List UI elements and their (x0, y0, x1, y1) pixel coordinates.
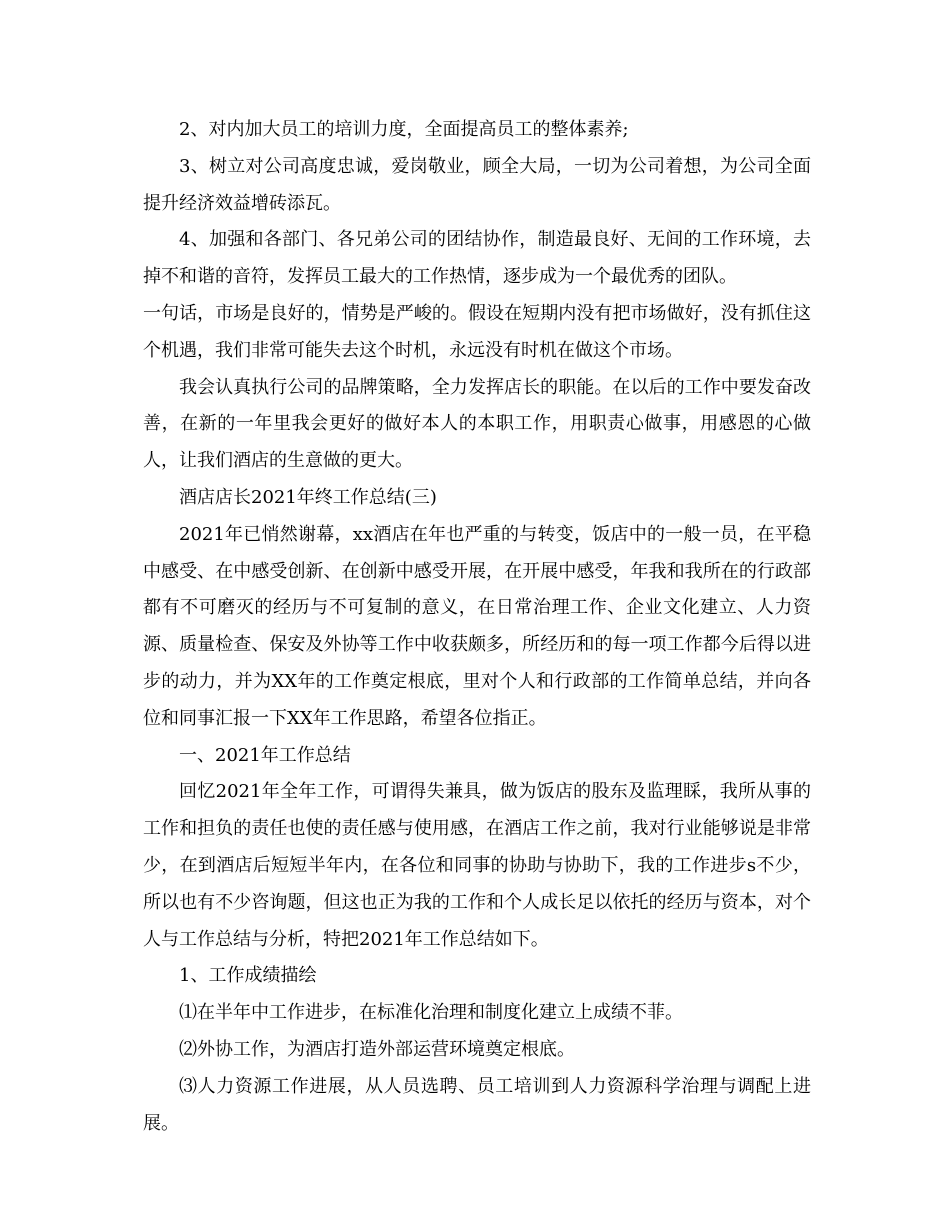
paragraph: 2021年已悄然谢幕，xx酒店在年也严重的与转变，饭店中的一般一员，在平稳中感受、在中感受创新、在创新中感受开展，在开展中感受，年我和我所在的行政部都有不可磨灭的经历与不可复制的意义，在日常治理工作、企业文化建立、人力资源、质量检查、保安及外协等工作中收获颇多，所经历和的每一项工作都今后得以进步的动力，并为XX年的工作奠定根底，里对个人和行政部的工作简单总结，并向各位和同事汇报一下XX年工作思路，希望各位指正。 (143, 523, 811, 729)
paragraph: 回忆2021年全年工作，可谓得失兼具，做为饭店的股东及监理睬，我所从事的工作和担负的责任也使的责任感与使用感，在酒店工作之前，我对行业能够说是非常少，在到酒店后短短半年内，在各位和同事的协助与协助下，我的工作进步s不少，所以也有不少咨询题，但这也正为我的工作和个人成长足以依托的经历与资本，对个人与工作总结与分析，特把2021年工作总结如下。 (143, 781, 811, 950)
paragraph: 一句话，市场是良好的，情势是严峻的。假设在短期内没有把市场做好，没有抓住这个机遇，我们非常可能失去这个时机，永远没有时机在做这个市场。 (143, 302, 811, 361)
section-heading: 一、2021年工作总结 (179, 744, 351, 766)
section-heading: 酒店店长2021年终工作总结(三) (179, 486, 437, 508)
paragraph: 2、对内加大员工的培训力度，全面提高员工的整体素养; (179, 119, 629, 140)
list-item: ⑶人力资源工作进展，从人员选聘、员工培训到人力资源科学治理与调配上进展。 (143, 1075, 811, 1134)
list-item: ⑴在半年中工作进步，在标准化治理和制度化建立上成绩不菲。 (179, 1002, 683, 1024)
paragraph: 我会认真执行公司的品牌策略，全力发挥店长的职能。在以后的工作中要发奋改善，在新的一年里我会更好的做好本人的本职工作，用职责心做事，用感恩的心做人，让我们酒店的生意做的更大。 (143, 376, 811, 472)
document-body (143, 112, 811, 1142)
paragraph: 4、加强和各部门、各兄弟公司的团结协作，制造最良好、无间的工作环境，去掉不和谐的音符，发挥员工最大的工作热情，逐步成为一个最优秀的团队。 (143, 229, 811, 288)
subsection-heading: 1、工作成绩描绘 (179, 965, 317, 987)
list-item: ⑵外协工作，为酒店打造外部运营环境奠定根底。 (179, 1038, 575, 1060)
paragraph: 3、树立对公司高度忠诚，爱岗敬业，顾全大局，一切为公司着想，为公司全面提升经济效益增砖添瓦。 (143, 155, 811, 214)
